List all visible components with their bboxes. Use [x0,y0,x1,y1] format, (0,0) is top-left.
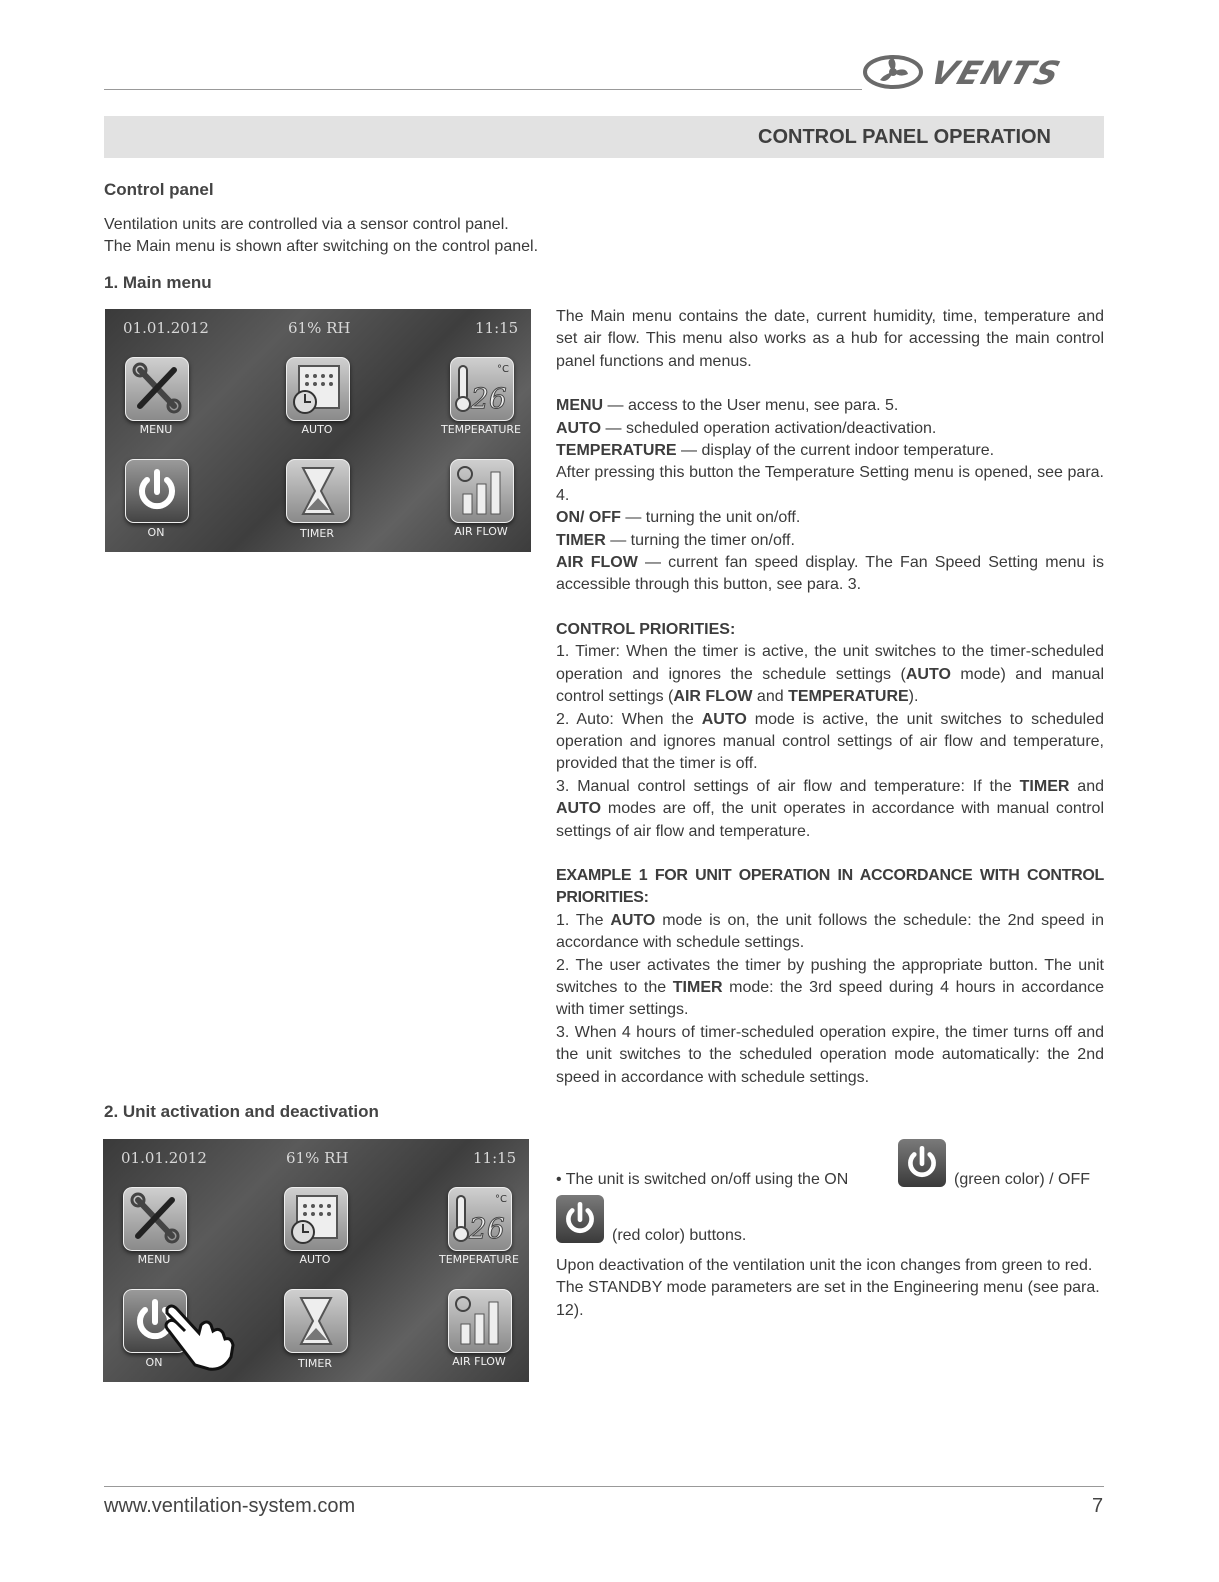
activation-para-3: The STANDBY mode parameters are set in the Engineering menu (see para. 12). [556,1279,1100,1319]
hourglass-icon [287,460,349,522]
intro-line: Ventilation units are controlled via a sensor control panel. [104,216,509,233]
temperature-value: 26 [469,1212,505,1245]
auto-button-label: AUTO [301,423,333,436]
item-auto: AUTO — scheduled operation activation/deactivation. [556,419,937,437]
item-air-flow: AIR FLOW — current fan speed display. The Fan Speed Setting menu is accessible through this button, see para. 3. [556,554,1104,594]
temperature-button[interactable] [448,1187,512,1251]
main-menu-description [556,306,1104,1089]
header-rule [104,89,862,90]
thermometer-icon [451,358,513,420]
air-flow-button-label: AIR FLOW [452,1355,506,1368]
off-red-button-icon [556,1195,604,1243]
activation-line-2: (red color) buttons. [556,1193,1104,1241]
air-flow-button-label: AIR FLOW [454,525,508,538]
temperature-button-label: TEMPERATURE [439,1253,519,1266]
footer-url[interactable]: www.ventilation-system.com [104,1495,356,1517]
screen-humidity: 61% RH [288,319,351,337]
auto-button-label: AUTO [299,1253,331,1266]
screen-time: 11:15 [473,1149,517,1167]
main-menu-intro: The Main menu contains the date, current humidity, time, temperature and set air flow. This menu also works as a hub for accessing the main control panel functions and menus. [556,308,1104,370]
tools-icon [126,358,188,420]
priority-1: 1. Timer: When the timer is active, the unit switches to the timer-scheduled operation and ignores the schedule settings (AUTO mode) and manual control settings (AIR FLOW and TEMPERATURE). [556,643,1105,706]
menu-button-label: MENU [139,423,173,436]
screen-date: 01.01.2012 [121,1149,207,1167]
fan-logo-icon [862,52,924,92]
priority-2: 2. Auto: When the AUTO mode is active, the unit switches to scheduled operation and ignores manual control settings of air flow and temperature, provided that the timer is off. [556,710,1105,773]
footer-rule [104,1486,1104,1487]
example-step-2: 2. The user activates the timer by pushing the appropriate button. The unit switches to the TIMER mode: the 3rd speed during 4 hours in accordance with timer settings. [556,956,1104,1019]
power-icon [126,460,188,522]
activation-para-2: Upon deactivation of the ventilation unit the icon changes from green to red. [556,1257,1093,1274]
temperature-button-label: TEMPERATURE [441,423,521,436]
item-menu: MENU — access to the User menu, see para. 5. [556,397,899,415]
menu-button-label: MENU [137,1253,171,1266]
on-button-label: ON [147,526,165,539]
fan-speed-bars-icon [451,460,513,522]
temperature-note: After pressing this button the Temperature Setting menu is opened, see para. 4. [556,464,1104,504]
example-step-3: 3. When 4 hours of timer-scheduled operation expire, the timer turns off and the unit switches to the scheduled operation mode automatically: the 2nd speed in accordance with schedule settings. [556,1023,1104,1086]
intro-line: The Main menu is shown after switching on the control panel. [104,238,539,256]
on-green-button-icon [898,1139,946,1187]
priorities-heading: CONTROL PRIORITIES: [556,620,736,638]
activation-description [556,1139,1104,1322]
priority-3: 3. Manual control settings of air flow and temperature: If the TIMER and AUTO modes are off, the unit operates in accordance with manual control settings of air flow and temperature. [556,777,1105,840]
activation-line-1: • The unit is switched on/off using the ON (green color) / OFF [556,1139,1104,1191]
calendar-clock-icon [285,1188,347,1250]
example-heading: EXAMPLE 1 FOR UNIT OPERATION IN ACCORDANCE WITH CONTROL PRIORITIES: [556,866,1104,907]
temperature-value: 26 [471,382,507,415]
screen-time: 11:15 [475,319,519,337]
temperature-button[interactable] [450,357,514,421]
fan-speed-bars-icon [449,1290,511,1352]
screen-humidity: 61% RH [286,1149,349,1167]
thermometer-icon [449,1188,511,1250]
activation-heading: 2. Unit activation and deactivation [104,1102,379,1121]
svg-text:°C: °C [495,1194,507,1205]
brand-logo [862,52,1107,92]
hourglass-icon [285,1290,347,1352]
item-timer: TIMER — turning the timer on/off. [556,531,795,549]
main-menu-screenshot [105,309,531,552]
brand-wordmark: VENTS [925,54,1067,92]
screen-date: 01.01.2012 [123,319,209,337]
auto-button[interactable] [286,357,350,421]
section-title: CONTROL PANEL OPERATION [758,126,1051,148]
timer-button-label: TIMER [299,527,335,540]
tools-icon [124,1188,186,1250]
auto-button[interactable] [284,1187,348,1251]
svg-text:°C: °C [497,364,509,375]
control-panel-heading: Control panel [104,180,214,199]
timer-button-label: TIMER [297,1357,333,1370]
section-title-bar [104,116,1104,158]
timer-button[interactable] [284,1289,348,1353]
example-step-1: 1. The AUTO mode is on, the unit follows the schedule: the 2nd speed in accordance with schedule settings. [556,911,1105,952]
main-menu-heading: 1. Main menu [104,273,212,292]
menu-button[interactable] [125,357,189,421]
page-number: 7 [1092,1495,1104,1517]
calendar-clock-icon [287,358,349,420]
air-flow-button[interactable] [448,1289,512,1353]
item-temperature: TEMPERATURE — display of the current indoor temperature. [556,442,995,460]
item-on-off: ON/ OFF — turning the unit on/off. [556,509,801,527]
on-off-button[interactable] [125,459,189,523]
activation-screenshot [103,1139,529,1382]
control-panel-intro [104,214,538,259]
menu-button[interactable] [123,1187,187,1251]
timer-button[interactable] [286,459,350,523]
on-button-label: ON [145,1356,163,1369]
air-flow-button[interactable] [450,459,514,523]
